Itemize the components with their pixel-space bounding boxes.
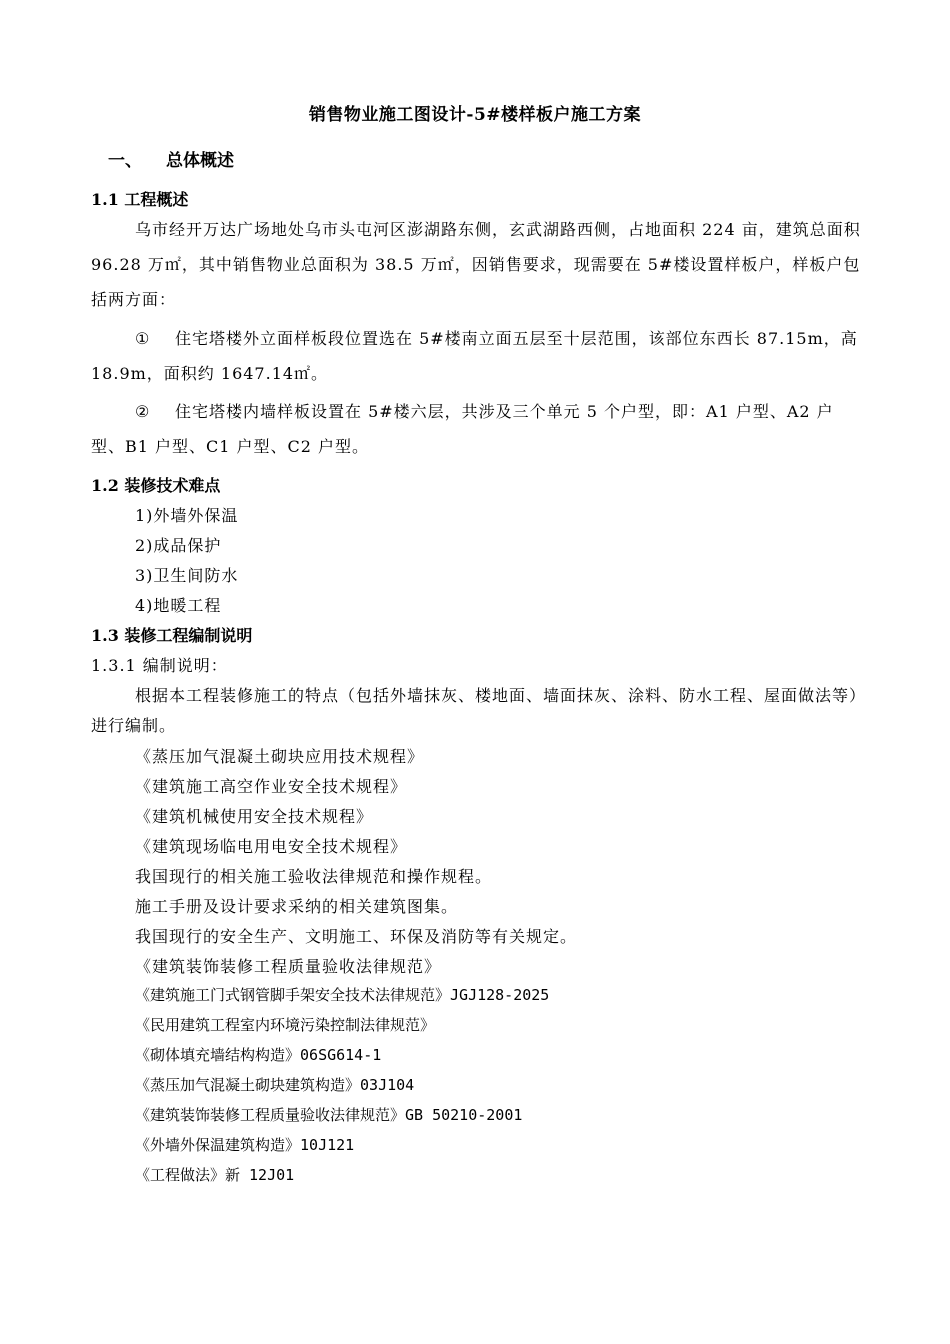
sub-heading-1-3-1: 1.3.1 编制说明： (91, 656, 228, 675)
reference-item: 《民用建筑工程室内环境污染控制法律规范》 (135, 1016, 436, 1034)
list-item-facade-sample (91, 321, 863, 391)
reference-item: 《建筑现场临电用电安全技术规程》 (135, 837, 408, 856)
reference-item: 施工手册及设计要求采纳的相关建筑图集。 (135, 897, 459, 916)
section-title: 总体概述 (166, 151, 234, 171)
reference-item: 《建筑施工门式钢管脚手架安全技术法律规范》JGJ128-2025 (135, 986, 550, 1004)
difficulty-item: 3)卫生间防水 (135, 566, 239, 585)
document-title: 销售物业施工图设计-5#楼样板户施工方案 (308, 105, 642, 125)
heading-1-3: 1.3 装修工程编制说明 (91, 626, 253, 645)
reference-item: 《建筑机械使用安全技术规程》 (135, 807, 374, 826)
paragraph-project-overview: 乌市经开万达广场地处乌市头屯河区澎湖路东侧，玄武湖路西侧，占地面积 224 亩，建筑总面积 96.28 万㎡，其中销售物业总面积为 38.5 万㎡，因销售要求，现需要在 5#楼设置样板户，样板户包括两方面： (91, 220, 861, 309)
reference-item: 《工程做法》新 12J01 (135, 1166, 295, 1184)
list-item-interior-sample (91, 394, 863, 464)
section-heading-overview (108, 146, 234, 171)
item-text: 住宅塔楼内墙样板设置在 5#楼六层，共涉及三个单元 5 个户型，即：A1 户型、A2 户型、B1 户型、C1 户型、C2 户型。 (91, 402, 834, 456)
difficulty-item: 1)外墙外保温 (135, 506, 239, 525)
paragraph-compilation: 根据本工程装修施工的特点（包括外墙抹灰、楼地面、墙面抹灰、涂料、防水工程、屋面做法等）进行编制。 (91, 686, 859, 735)
reference-item: 我国现行的相关施工验收法律规范和操作规程。 (135, 867, 493, 886)
section-number: 一、 (108, 151, 142, 171)
item-text: 住宅塔楼外立面样板段位置选在 5#楼南立面五层至十层范围，该部位东西长 87.15m，高 18.9m，面积约 1647.14㎡。 (91, 329, 858, 383)
reference-item: 《砌体填充墙结构构造》06SG614-1 (135, 1046, 382, 1064)
heading-1-1: 1.1 工程概述 (91, 190, 189, 209)
reference-item: 《建筑施工高空作业安全技术规程》 (135, 777, 408, 796)
circled-number-2: ② (135, 402, 151, 421)
reference-item: 《外墙外保温建筑构造》10J121 (135, 1136, 355, 1154)
reference-item: 《蒸压加气混凝土砌块应用技术规程》 (135, 747, 425, 766)
reference-item: 我国现行的安全生产、文明施工、环保及消防等有关规定。 (135, 927, 578, 946)
reference-item: 《建筑装饰装修工程质量验收法律规范》 (135, 957, 442, 976)
heading-1-2: 1.2 装修技术难点 (91, 476, 221, 495)
circled-number-1: ① (135, 329, 151, 348)
reference-item: 《蒸压加气混凝土砌块建筑构造》03J104 (135, 1076, 415, 1094)
difficulty-item: 4)地暖工程 (135, 596, 222, 615)
reference-item: 《建筑装饰装修工程质量验收法律规范》GB 50210-2001 (135, 1106, 523, 1124)
difficulty-item: 2)成品保护 (135, 536, 222, 555)
